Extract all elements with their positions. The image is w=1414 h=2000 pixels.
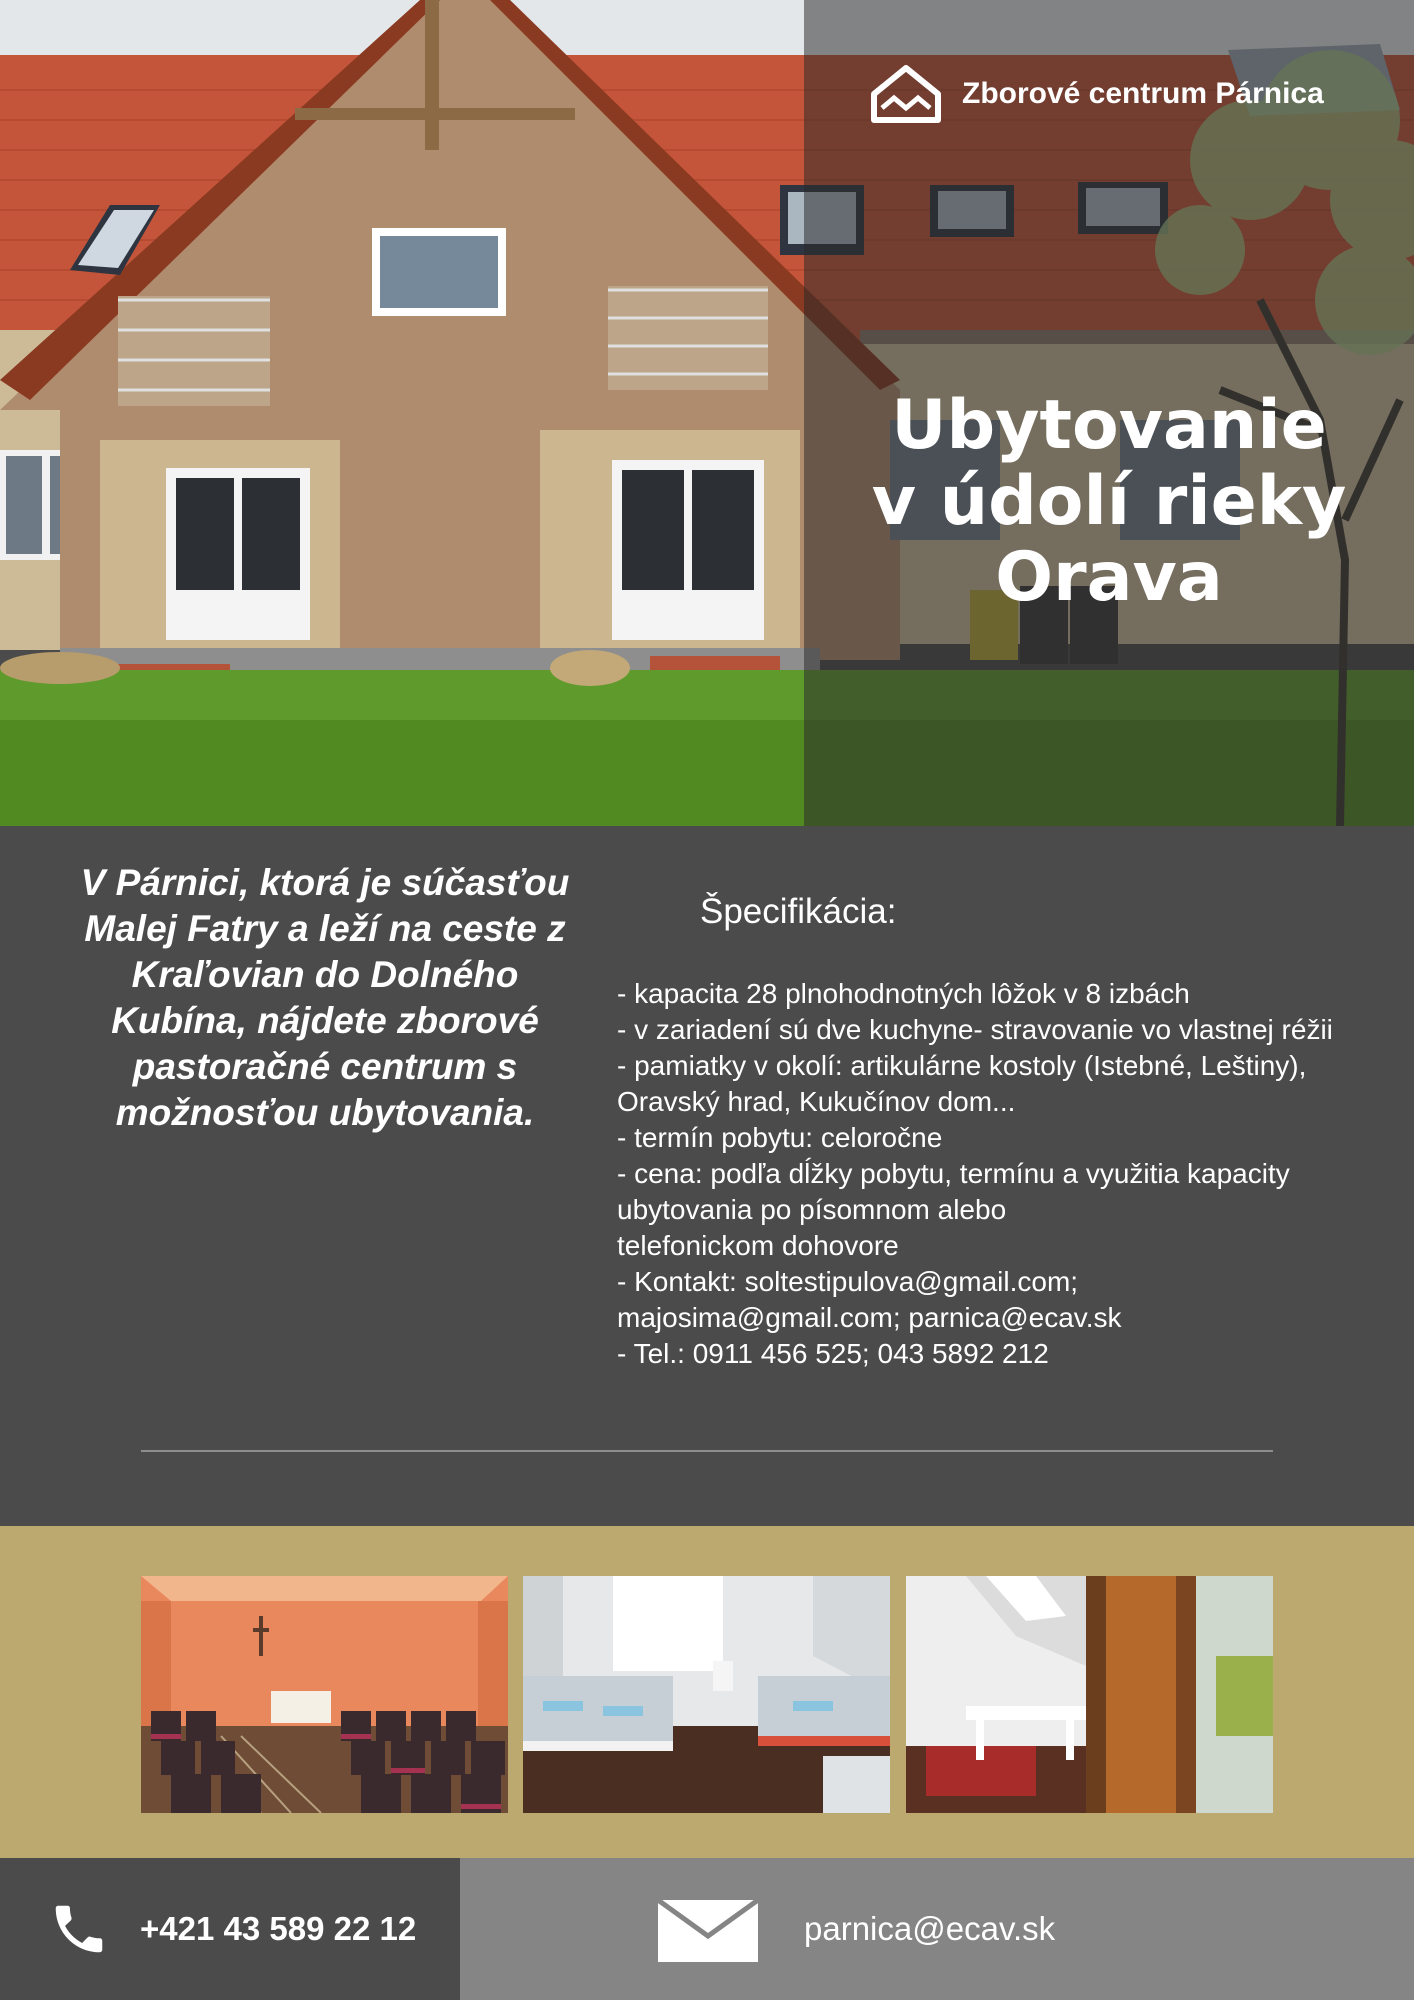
phone-icon bbox=[48, 1898, 110, 1960]
hero-title-line: v údolí rieky bbox=[871, 462, 1347, 541]
spec-line: - Kontakt: soltestipulova@gmail.com; bbox=[617, 1266, 1079, 1297]
footer-phone-panel bbox=[0, 1858, 460, 2000]
house-roof-logo-icon bbox=[870, 64, 942, 124]
hero-title-line: Ubytovanie bbox=[891, 386, 1327, 465]
brand-name: Zborové centrum Párnica bbox=[962, 77, 1324, 110]
gallery-photo-chapel bbox=[141, 1576, 508, 1813]
spec-line: - v zariadení sú dve kuchyne- stravovanie vo vlastnej réžii bbox=[617, 1014, 1333, 1045]
intro-line: pastoračné centrum s bbox=[132, 1046, 518, 1087]
gallery-photo-bedroom bbox=[523, 1576, 890, 1813]
intro-line: Kraľovian do Dolného bbox=[131, 954, 519, 995]
photo-gallery bbox=[0, 1526, 1414, 1858]
intro-text bbox=[50, 860, 600, 1136]
footer-email-panel bbox=[460, 1858, 1414, 2000]
hero-title-line: Orava bbox=[995, 538, 1223, 617]
spec-line: - cena: podľa dĺžky pobytu, termínu a využitia kapacity bbox=[617, 1158, 1290, 1189]
spec-line: - Tel.: 0911 456 525; 043 5892 212 bbox=[617, 1338, 1049, 1369]
spec-line: - pamiatky v okolí: artikulárne kostoly (Istebné, Leštiny), bbox=[617, 1050, 1307, 1081]
intro-line: Malej Fatry a leží na ceste z bbox=[84, 908, 566, 949]
spec-line: ubytovania po písomnom alebo bbox=[617, 1194, 1007, 1225]
footer-phone-number[interactable]: +421 43 589 22 12 bbox=[140, 1910, 417, 1947]
brand-logo bbox=[870, 64, 1324, 124]
intro-line: možnosťou ubytovania. bbox=[115, 1092, 535, 1133]
intro-line: Kubína, nájdete zborové bbox=[111, 1000, 539, 1041]
hero-section bbox=[0, 0, 1414, 826]
intro-line: V Párnici, ktorá je súčasťou bbox=[80, 862, 570, 903]
spec-line: - termín pobytu: celoročne bbox=[617, 1122, 943, 1153]
section-divider bbox=[141, 1450, 1273, 1452]
hero-title bbox=[804, 388, 1414, 616]
spec-line: - kapacita 28 plnohodnotných lôžok v 8 izbách bbox=[617, 978, 1190, 1009]
spec-line: majosima@gmail.com; parnica@ecav.sk bbox=[617, 1302, 1122, 1333]
gallery-photo-room bbox=[906, 1576, 1273, 1813]
envelope-icon bbox=[658, 1900, 758, 1962]
spec-list bbox=[617, 976, 1407, 1372]
footer-email-address[interactable]: parnica@ecav.sk bbox=[804, 1910, 1056, 1947]
info-section bbox=[0, 826, 1414, 1526]
spec-line: telefonickom dohovore bbox=[617, 1230, 899, 1261]
spec-line: Oravský hrad, Kukučínov dom... bbox=[617, 1086, 1016, 1117]
spec-title: Špecifikácia: bbox=[700, 892, 897, 931]
